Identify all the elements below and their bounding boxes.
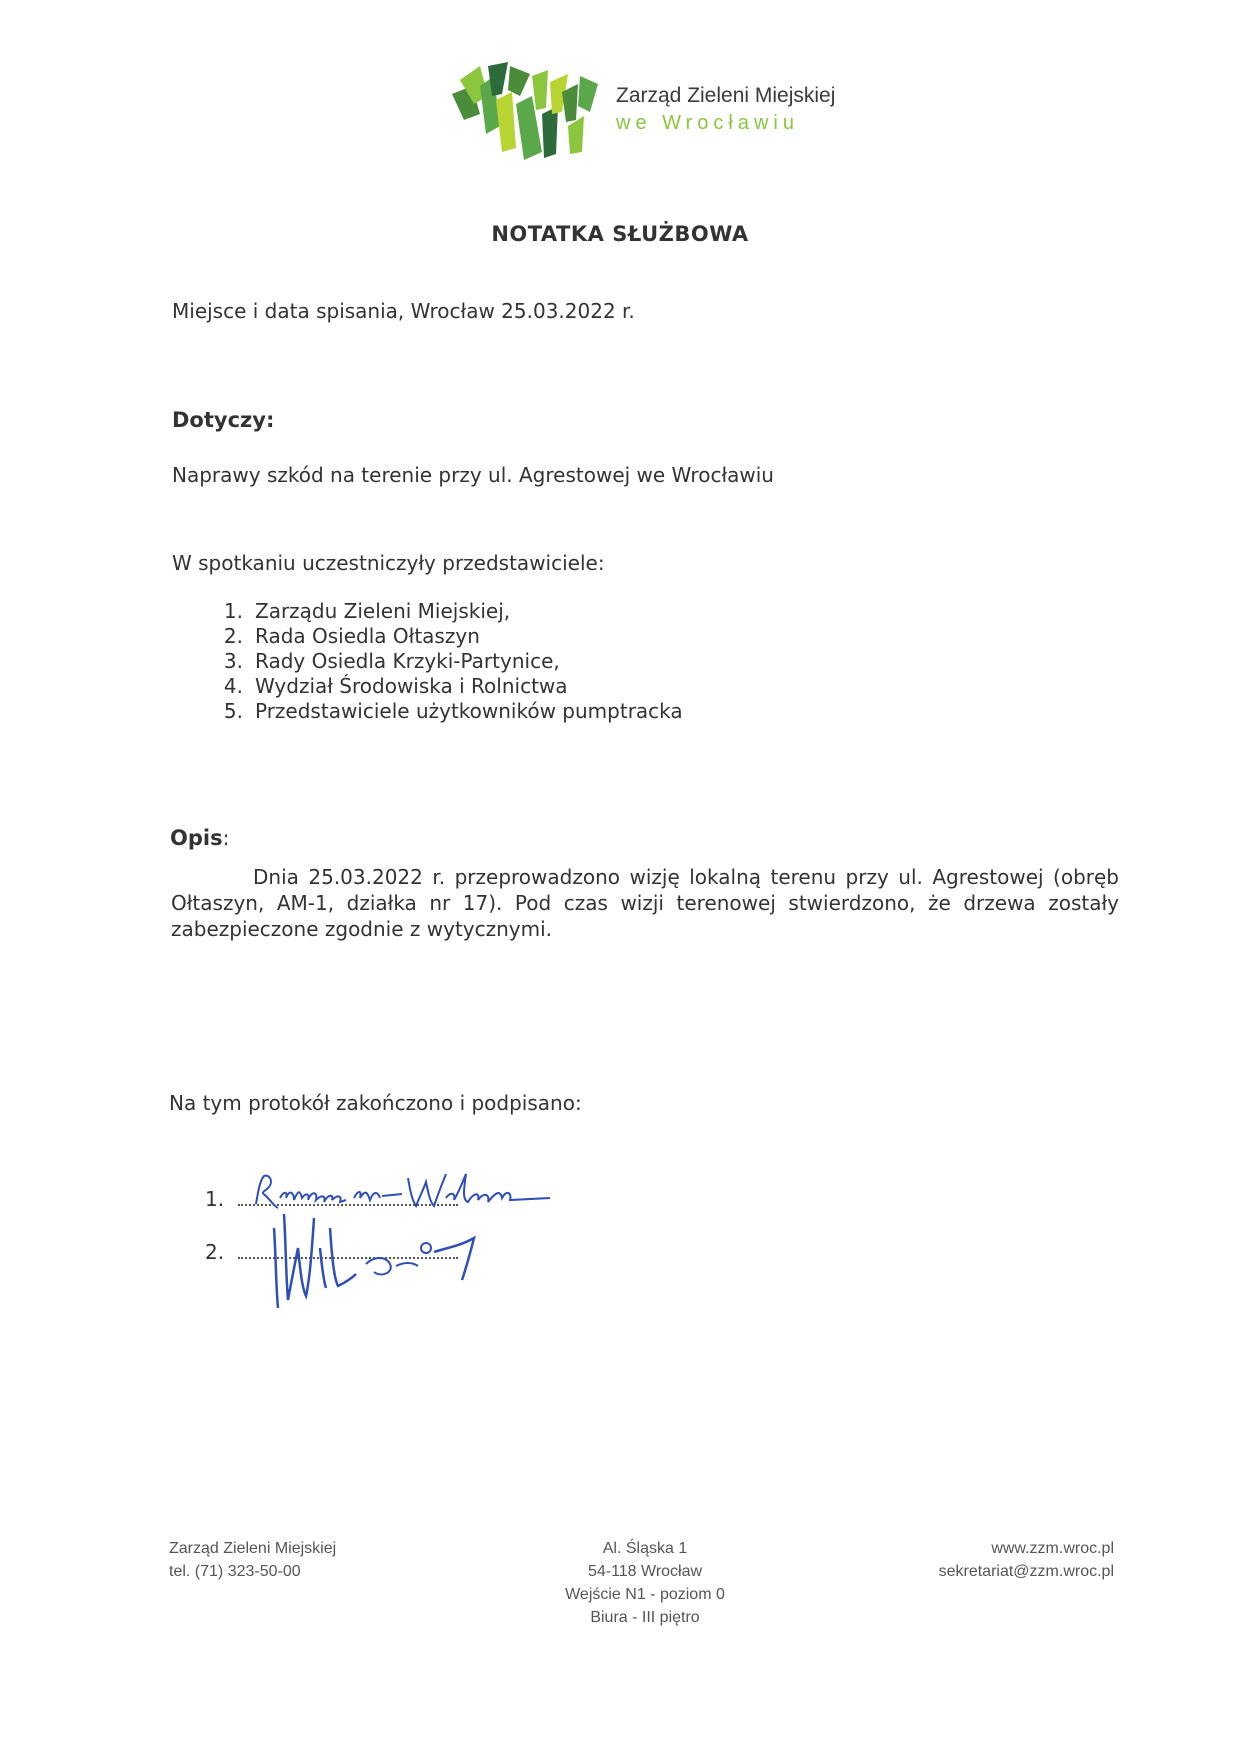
- footer-org-name: Zarząd Zieleni Miejskiej: [169, 1540, 337, 1557]
- list-item-text: Zarządu Zieleni Miejskiej,: [255, 599, 511, 623]
- footer-postal-city: 54-118 Wrocław: [587, 1563, 703, 1580]
- list-item-number: 5.: [223, 699, 243, 723]
- footer-org-info: [169, 1537, 336, 1583]
- handwritten-signature-2: [270, 1208, 510, 1313]
- signature-number: 1.: [205, 1187, 225, 1211]
- participants-intro: W spotkaniu uczestniczyły przedstawiciele:: [172, 551, 605, 575]
- closing-line: Na tym protokół zakończono i podpisano:: [169, 1091, 582, 1115]
- description-heading-label: Opis: [170, 826, 223, 850]
- list-item: [203, 674, 683, 699]
- list-item: [203, 624, 683, 649]
- organization-logo: [450, 56, 850, 166]
- logo-org-name: Zarząd Zieleni Miejskiej: [616, 84, 836, 107]
- leaf-mosaic-logo-icon: [450, 56, 610, 166]
- participants-list: [203, 599, 683, 724]
- description-text: Dnia 25.03.2022 r. przeprowadzono wizję lokalną terenu przy ul. Agrestowej (obręb Ołtaszyn, AM-1, działka nr 17). Pod czas wizji terenowej stwierdzono, że drzewa zostały zabezpieczone zgodnie z wytycznymi.: [171, 865, 1119, 941]
- footer-email-link[interactable]: sekretariat@zzm.wroc.pl: [938, 1563, 1114, 1580]
- list-item-number: 1.: [223, 599, 243, 623]
- footer-office-floor: Biura - III piętro: [590, 1609, 700, 1626]
- list-item: [203, 599, 683, 624]
- signature-number: 2.: [205, 1240, 225, 1264]
- list-item-text: Przedstawiciele użytkowników pumptracka: [255, 699, 683, 723]
- description-heading: [170, 826, 229, 850]
- subject-text: Naprawy szkód na terenie przy ul. Agrestowej we Wrocławiu: [172, 463, 774, 487]
- list-item: [203, 649, 683, 674]
- list-item-text: Rada Osiedla Ołtaszyn: [255, 624, 480, 648]
- list-item-text: Rady Osiedla Krzyki-Partynice,: [255, 649, 560, 673]
- list-item-number: 2.: [223, 624, 243, 648]
- footer-street: Al. Śląska 1: [602, 1540, 688, 1557]
- list-item-number: 3.: [223, 649, 243, 673]
- list-item-number: 4.: [223, 674, 243, 698]
- footer-phone: tel. (71) 323-50-00: [169, 1563, 301, 1580]
- footer-contact: [870, 1537, 1114, 1583]
- document-title: NOTATKA SŁUŻBOWA: [491, 222, 749, 246]
- logo-org-city: we Wrocławiu: [616, 112, 799, 134]
- description-heading-colon: :: [222, 826, 230, 850]
- description-body: [171, 864, 1119, 942]
- footer-address: [520, 1537, 770, 1629]
- place-date-line: Miejsce i data spisania, Wrocław 25.03.2022 r.: [172, 299, 635, 323]
- list-item: [203, 699, 683, 724]
- subject-heading: Dotyczy:: [172, 408, 275, 432]
- list-item-text: Wydział Środowiska i Rolnictwa: [255, 674, 568, 698]
- footer-website-link[interactable]: www.zzm.wroc.pl: [991, 1540, 1114, 1557]
- footer-entrance: Wejście N1 - poziom 0: [565, 1586, 725, 1603]
